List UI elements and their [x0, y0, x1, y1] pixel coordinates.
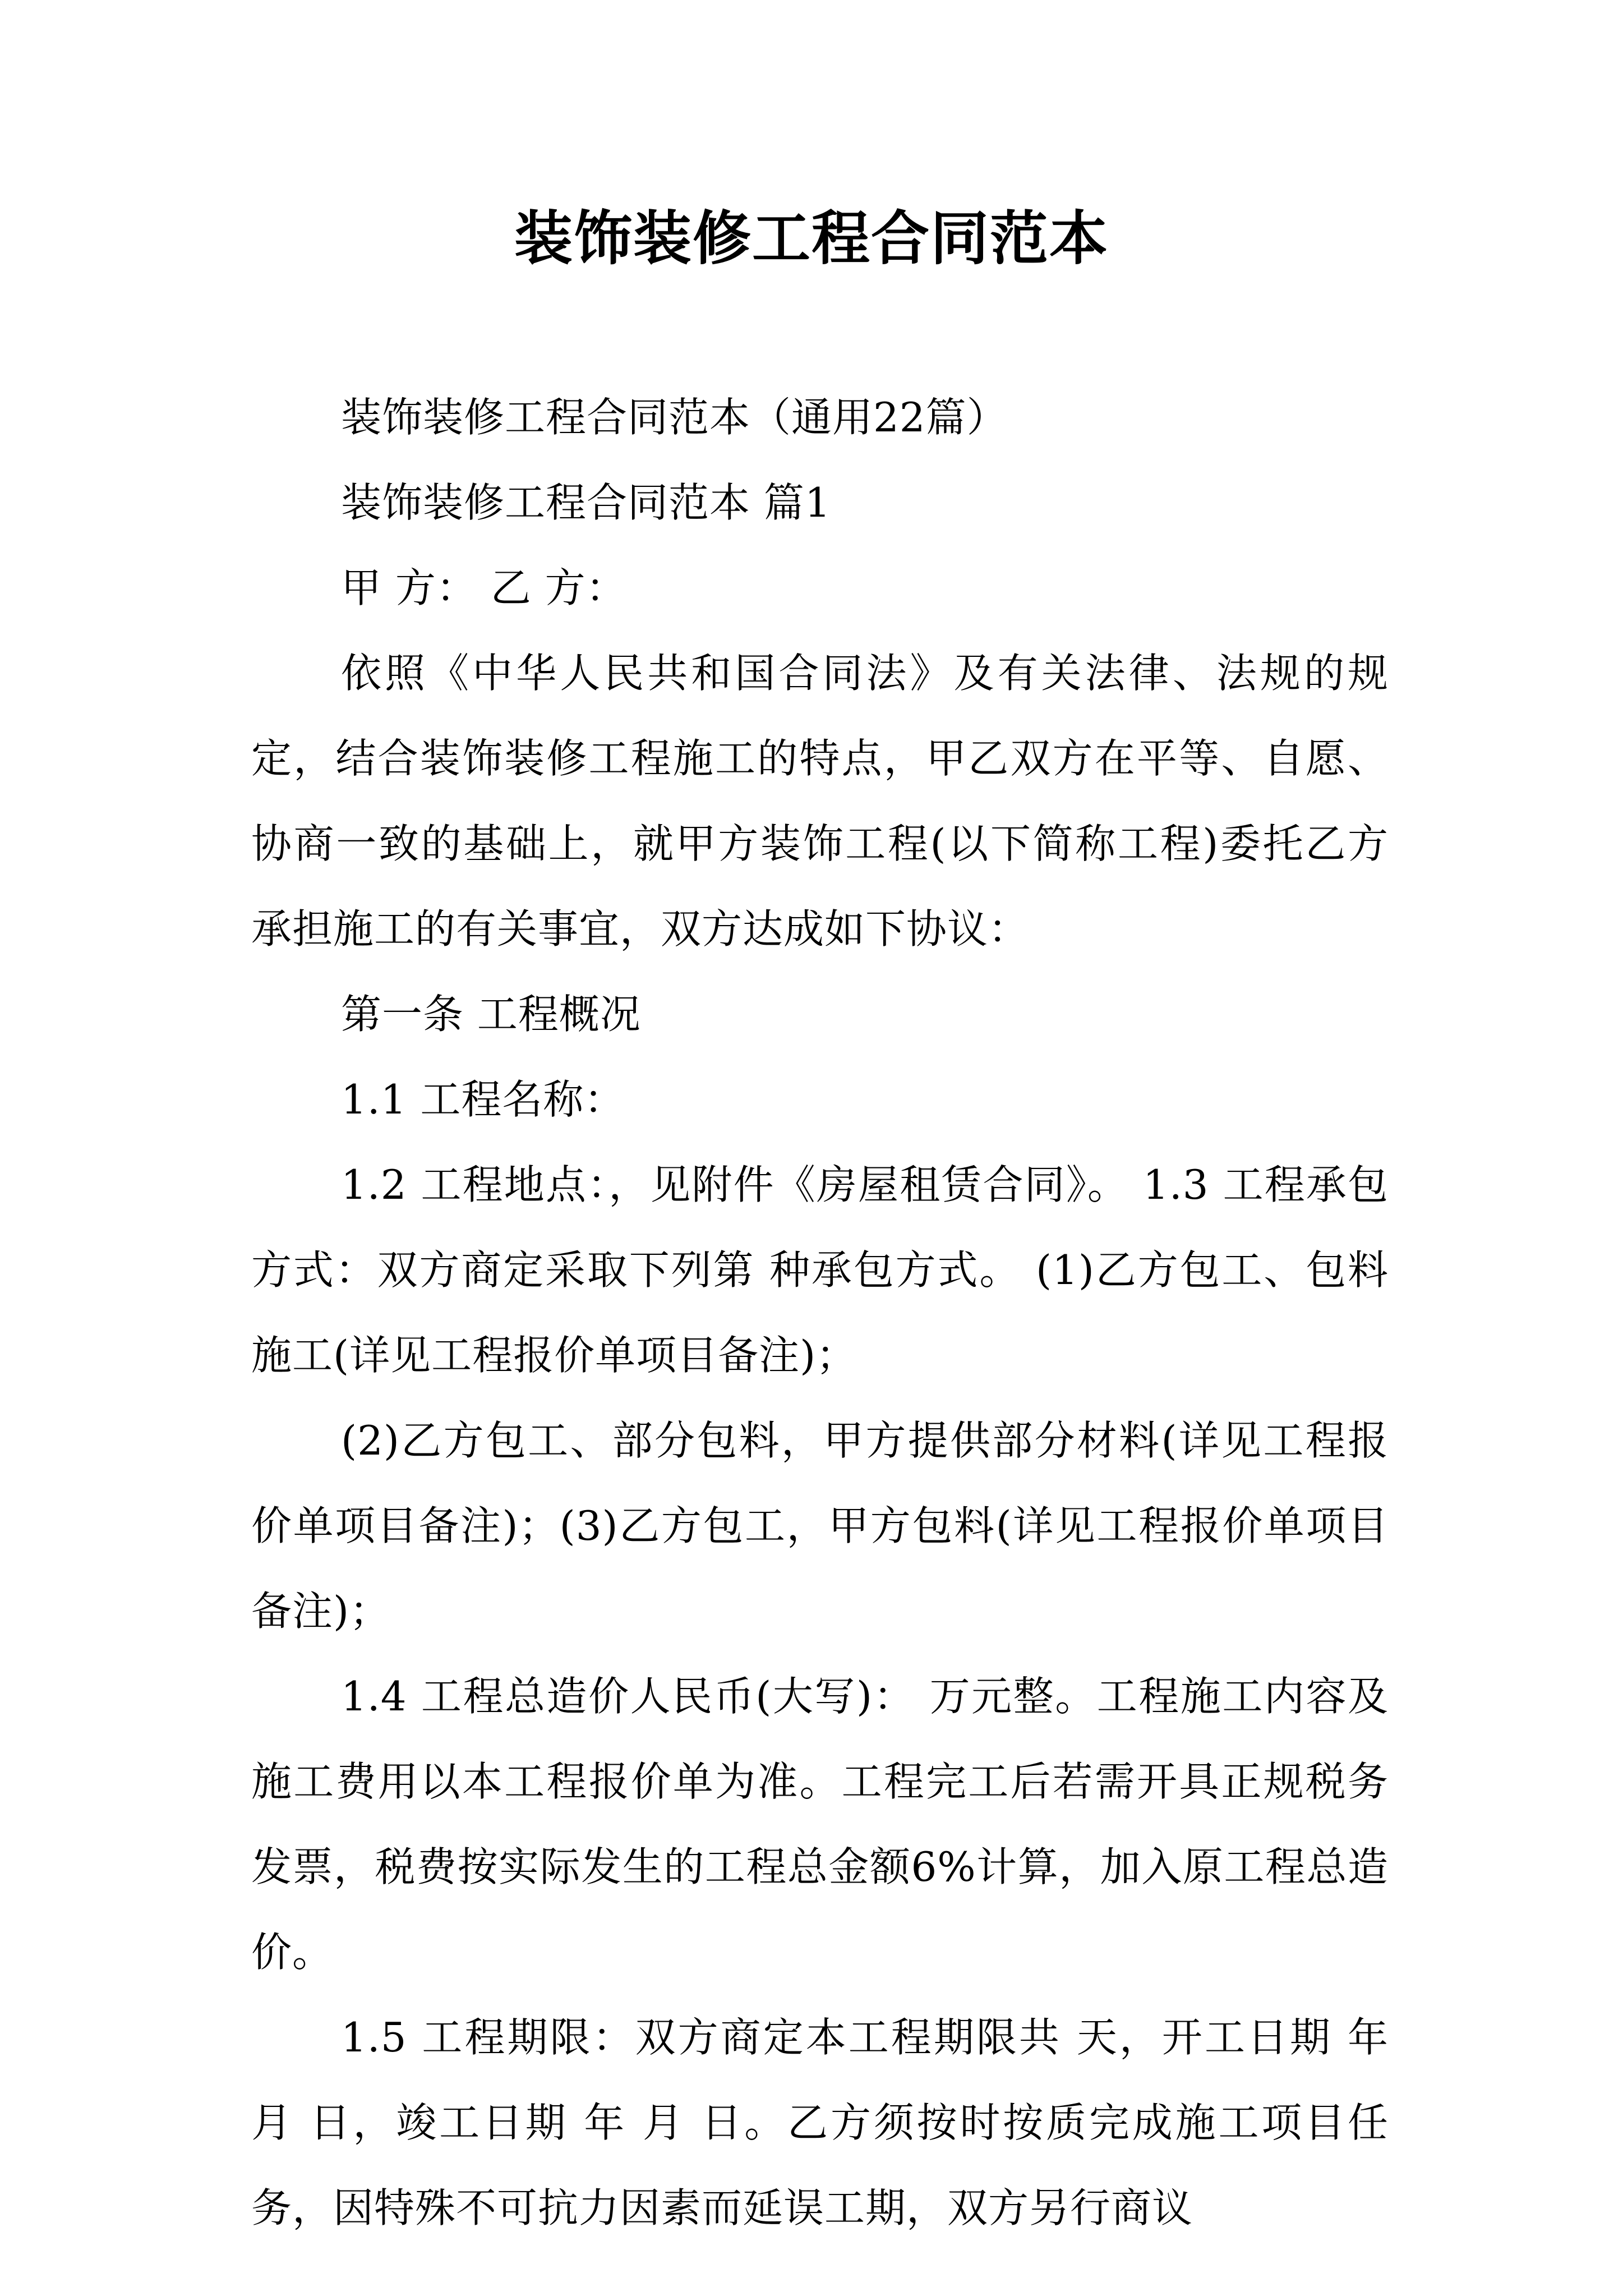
clause-1-5: 1.5 工程期限：双方商定本工程期限共 天，开工日期 年 月 日，竣工日期 年 月 日。乙方须按时按质完成施工项目任务，因特殊不可抗力因素而延误工期，双方另行商议 [251, 2014, 1389, 2231]
document-title: 装饰装修工程合同范本 [514, 204, 1109, 273]
document-body [251, 375, 1389, 2251]
subtitle-paragraph: 装饰装修工程合同范本（通用22篇） [341, 394, 1008, 441]
section-heading: 装饰装修工程合同范本 篇1 [341, 479, 831, 526]
clause-1-2: 1.2 工程地点：，见附件《房屋租赁合同》。 1.3 工程承包方式：双方商定采取下列第 种承包方式。 (1)乙方包工、包料施工(详见工程报价单项目备注)； [251, 1161, 1389, 1379]
clause-1-3-continued: (2)乙方包工、部分包料，甲方提供部分材料(详见工程报价单项目备注)；(3)乙方包工，甲方包料(详见工程报价单项目备注)； [251, 1417, 1389, 1635]
clause-1-1: 1.1 工程名称： [341, 1076, 625, 1123]
clause-1-4: 1.4 工程总造价人民币(大写)： 万元整。工程施工内容及施工费用以本工程报价单为准。工程完工后若需开具正规税务发票，税费按实际发生的工程总金额6%计算，加入原工程总造价。 [251, 1673, 1389, 1976]
preamble-paragraph: 依照《中华人民共和国合同法》及有关法律、法规的规定，结合装饰装修工程施工的特点，甲乙双方在平等、自愿、协商一致的基础上，就甲方装饰工程(以下简称工程)委托乙方承担施工的有关事宜，双方达成如下协议： [251, 650, 1389, 953]
article-heading: 第一条 工程概况 [341, 991, 641, 1038]
parties-line: 甲 方： 乙 方： [341, 564, 627, 611]
